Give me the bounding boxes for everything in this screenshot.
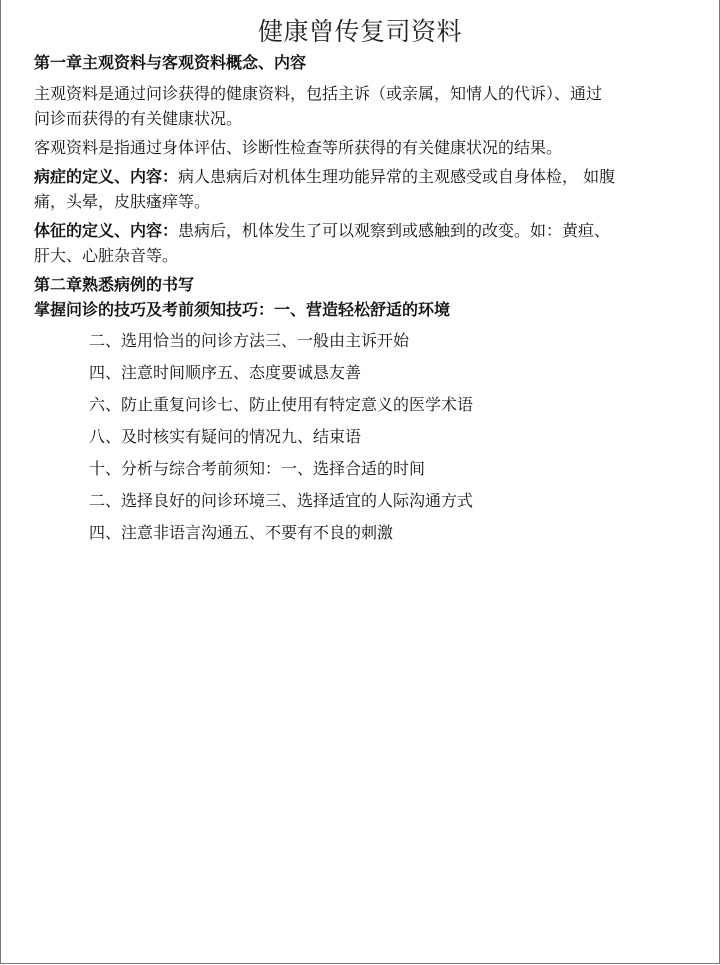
subjective-data-line1: 主观资料是通过问诊获得的健康资料，包括主诉（或亲属，知情人的代诉）、通过 [34, 84, 603, 103]
interview-tips-list [34, 328, 689, 545]
list-item: 二、选用恰当的问诊方法三、一般由主诉开始 [89, 331, 410, 350]
sign-definition-text: 患病后，机体发生了可以观察到或感触到的改变。如：黄疸、 [178, 221, 611, 240]
list-item: 八、及时核实有疑问的情况九、结束语 [89, 427, 362, 446]
document-title: 健康曾传复司资料 [257, 17, 462, 46]
document-body [34, 50, 689, 545]
sign-definition-line2: 肝大、心脏杂音等。 [34, 246, 179, 265]
symptom-definition-line1 [34, 164, 689, 189]
list-item: 十、分析与综合考前须知：一、选择合适的时间 [89, 459, 426, 478]
sign-definition-line1 [34, 218, 689, 243]
list-item: 四、注意时间顺序五、态度要诚恳友善 [89, 363, 362, 382]
objective-data-paragraph: 客观资料是指通过身体评估、诊断性检查等所获得的有关健康状况的结果。 [34, 138, 563, 157]
chapter1-heading: 第一章主观资料与客观资料概念、内容 [34, 53, 307, 72]
subjective-data-line2: 问诊而获得的有关健康状况。 [34, 109, 243, 128]
list-item: 六、防止重复问诊七、防止使用有特定意义的医学术语 [89, 395, 474, 414]
list-item: 四、注意非语言沟通五、不要有不良的刺激 [89, 523, 394, 542]
symptom-definition-text: 病人患病后对机体生理功能异常的主观感受或自身体检， 如腹 [178, 167, 616, 186]
sign-definition-label: 体征的定义、内容： [34, 221, 179, 240]
list-item: 二、选择良好的问诊环境三、选择适宜的人际沟通方式 [89, 491, 474, 510]
chapter2-heading: 第二章熟悉病例的书写 [34, 275, 195, 294]
symptom-definition-line2: 痛，头晕，皮肤瘙痒等。 [34, 192, 211, 211]
symptom-definition-label: 病症的定义、内容： [34, 167, 179, 186]
chapter2-subheading: 掌握问诊的技巧及考前须知技巧：一、营造轻松舒适的环境 [34, 300, 451, 319]
